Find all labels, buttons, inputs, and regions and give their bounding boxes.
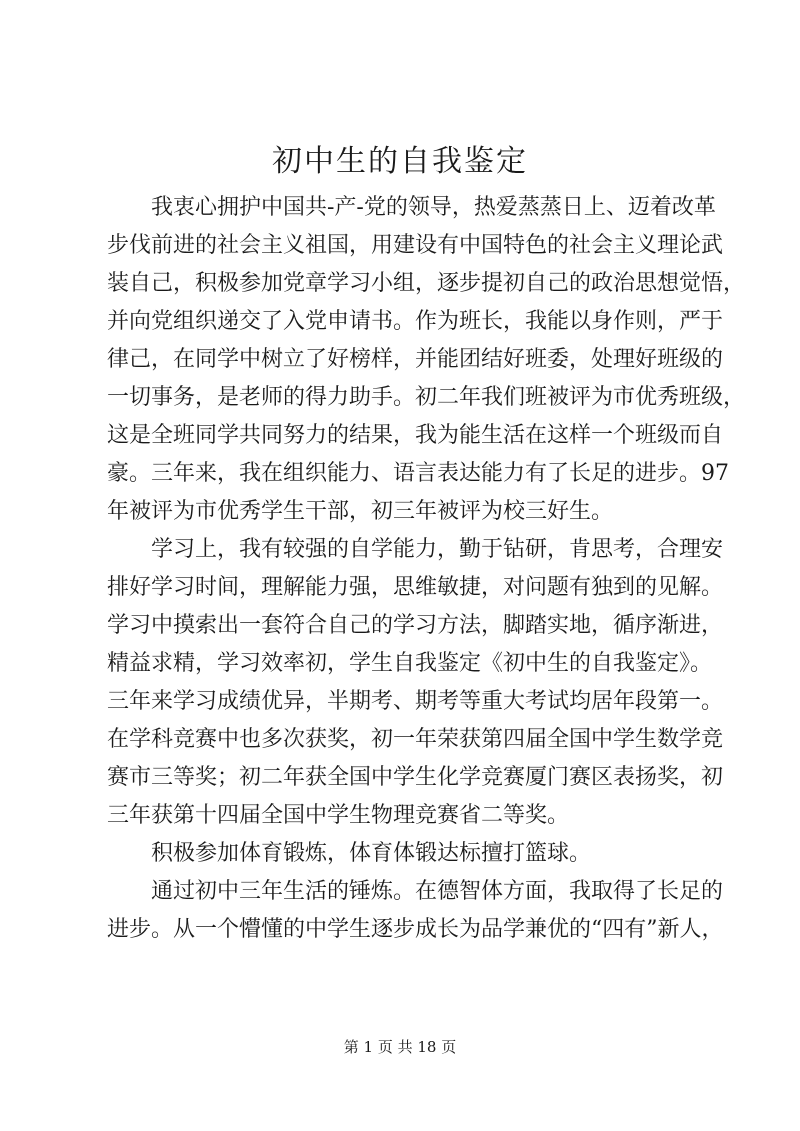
text-line: 一切事务，是老师的得力助手。初二年我们班被评为市优秀班级， <box>107 385 746 410</box>
text-line: 并向党组织递交了入党申请书。作为班长，我能以身作则，严于 <box>107 309 724 334</box>
text-line: 豪。三年来，我在组织能力、语言表达能力有了长足的进步。97 <box>107 461 729 486</box>
text-line: 三年来学习成绩优异，半期考、期考等重大考试均居年段第一。 <box>107 689 724 714</box>
text-line: 排好学习时间，理解能力强，思维敏捷，对问题有独到的见解。 <box>107 575 724 600</box>
text-line: 在学科竞赛中也多次获奖，初一年荣获第四届全国中学生数学竞 <box>107 727 724 752</box>
text-line: 律己，在同学中树立了好榜样，并能团结好班委，处理好班级的 <box>107 347 724 372</box>
text-line: 赛市三等奖；初二年获全国中学生化学竞赛厦门赛区表扬奖，初 <box>107 765 724 790</box>
text-line: 进步。从一个懵懂的中学生逐步成长为品学兼优的“四有”新人， <box>107 917 724 942</box>
text-line: 学习上，我有较强的自学能力，勤于钻研，肯思考，合理安 <box>151 537 724 562</box>
text-line: 步伐前进的社会主义祖国，用建设有中国特色的社会主义理论武 <box>107 233 724 258</box>
document-body <box>107 189 746 949</box>
text-line: 学习中摸索出一套符合自己的学习方法，脚踏实地，循序渐进， <box>107 613 724 638</box>
text-line: 装自己，积极参加党章学习小组，逐步提初自己的政治思想觉悟， <box>107 271 746 296</box>
text-line: 我衷心拥护中国共-产-党的领导，热爱蒸蒸日上、迈着改革 <box>151 195 716 220</box>
page-number: 第 1 页 共 18 页 <box>343 1038 457 1056</box>
text-line: 这是全班同学共同努力的结果，我为能生活在这样一个班级而自 <box>107 423 724 448</box>
document-title: 初中生的自我鉴定 <box>272 144 528 179</box>
text-line: 精益求精，学习效率初，学生自我鉴定《初中生的自我鉴定》。 <box>107 651 713 676</box>
text-line: 三年获第十四届全国中学生物理竞赛省二等奖。 <box>107 803 570 828</box>
text-line: 通过初中三年生活的锤炼。在德智体方面，我取得了长足的 <box>151 879 724 904</box>
text-line: 积极参加体育锻炼，体育体锻达标擅打篮球。 <box>151 841 592 866</box>
text-line: 年被评为市优秀学生干部，初三年被评为校三好生。 <box>107 499 614 524</box>
